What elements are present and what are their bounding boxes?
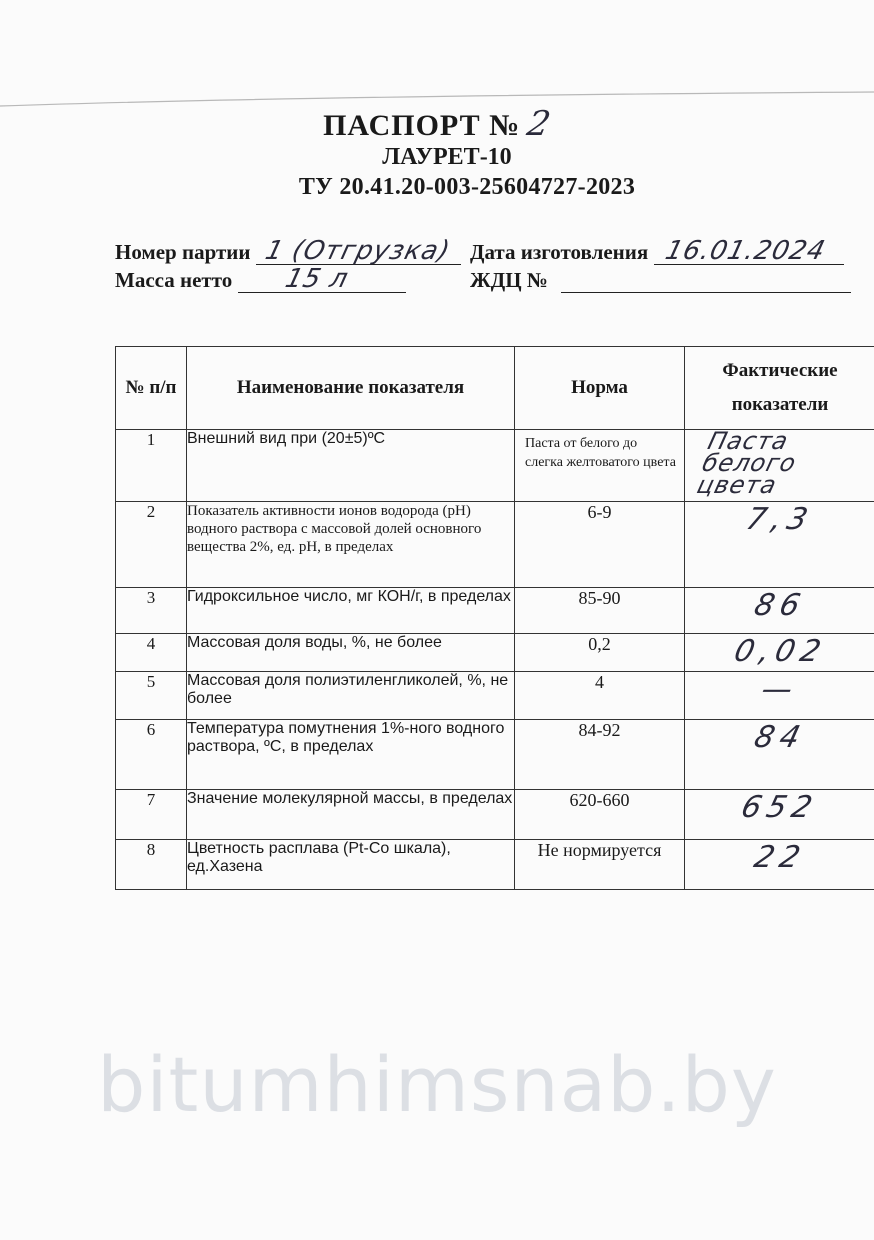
header-name: [187, 347, 515, 430]
row-actual: [685, 634, 874, 672]
product-name: ЛАУРЕТ-10: [382, 144, 512, 170]
row-actual: [685, 790, 874, 840]
row-actual-value: 86: [750, 588, 810, 623]
row-norm: 0,2: [515, 634, 685, 672]
row-num: 6: [116, 720, 187, 790]
row-name: Цветность расплава (Pt-Co шкала), ед.Хазена: [187, 840, 515, 890]
row-name: Температура помутнения 1%-ного водного раствора, ºС, в пределах: [187, 720, 515, 790]
row-num: 4: [116, 634, 187, 672]
date-value: 16.01.2024: [661, 236, 829, 266]
row-actual-value: 84: [750, 720, 810, 755]
row-actual-value: 7,3: [742, 502, 818, 537]
row-norm: 620-660: [515, 790, 685, 840]
batch-field: [115, 236, 461, 266]
row-num: 2: [116, 502, 187, 588]
row-actual: [685, 427, 874, 502]
net-mass-label: Масса нетто: [115, 268, 233, 292]
row-norm: 85-90: [515, 588, 685, 634]
document-title: [0, 104, 874, 144]
header-num: [116, 347, 187, 430]
row-name: Массовая доля полиэтиленгликолей, %, не более: [187, 672, 515, 720]
specification-table: [115, 346, 874, 890]
header-norm-text: Норма: [571, 377, 628, 398]
document-title-text: ПАСПОРТ №: [323, 109, 521, 142]
date-field: [470, 236, 844, 266]
row-actual-value: Паста белого цвета: [694, 427, 800, 499]
railway-field: [470, 268, 851, 293]
row-actual: [685, 502, 874, 588]
row-actual: [685, 720, 874, 790]
header-name-text: Наименование показателя: [236, 377, 465, 398]
header-actual: [685, 347, 874, 430]
technical-standard: ТУ 20.41.20-003-25604727-2023: [298, 174, 636, 200]
row-actual-value: 652: [737, 790, 822, 825]
row-actual-value: —: [757, 672, 803, 707]
table-row: [116, 840, 874, 890]
date-line: [654, 236, 844, 266]
row-actual: [685, 672, 874, 720]
table-row: [116, 790, 874, 840]
row-actual: [685, 588, 874, 634]
row-norm: 4: [515, 672, 685, 720]
row-norm: 84-92: [515, 720, 685, 790]
row-norm: Не нормируется: [515, 840, 685, 890]
railway-label: ЖДЦ №: [470, 268, 548, 292]
header-num-text: № п/п: [125, 377, 177, 398]
batch-value: 1 (Отгрузка): [262, 236, 454, 266]
table-row: [116, 588, 874, 634]
row-name: Значение молекулярной массы, в пределах: [187, 790, 515, 840]
railway-line: [561, 268, 851, 293]
date-label: Дата изготовления: [470, 240, 649, 264]
row-actual: [685, 840, 874, 890]
row-norm: Паста от белого до слегка желтоватого цвета: [515, 430, 685, 502]
net-mass-field: [115, 264, 406, 294]
net-mass-line: [238, 264, 406, 294]
site-watermark: bitumhimsnab.by: [97, 1040, 777, 1129]
net-mass-value: 15 л: [281, 264, 352, 294]
row-name: Гидроксильное число, мг КОН/г, в пределах: [187, 588, 515, 634]
row-norm: 6-9: [515, 502, 685, 588]
row-num: 8: [116, 840, 187, 890]
row-num: 1: [116, 430, 187, 502]
table-row: [116, 720, 874, 790]
header-norm: [515, 347, 685, 430]
batch-label: Номер партии: [115, 240, 251, 264]
table-row: [116, 502, 874, 588]
row-num: 7: [116, 790, 187, 840]
row-name: Показатель активности ионов водорода (pH) водного раствора с массовой долей основного вещества 2%, ед. pH, в пределах: [187, 502, 515, 588]
table-row: [116, 634, 874, 672]
table-row: [116, 672, 874, 720]
row-num: 5: [116, 672, 187, 720]
row-actual-value: 22: [750, 840, 810, 875]
table-header-row: [116, 347, 874, 430]
row-name: Массовая доля воды, %, не более: [187, 634, 515, 672]
document-number: 2: [524, 104, 556, 144]
batch-line: [256, 236, 461, 266]
row-actual-value: 0,02: [730, 634, 830, 669]
row-num: 3: [116, 588, 187, 634]
table-row: [116, 430, 874, 502]
row-name: Внешний вид при (20±5)ºС: [187, 430, 515, 502]
header-actual-text: Фактические показатели: [722, 360, 838, 415]
